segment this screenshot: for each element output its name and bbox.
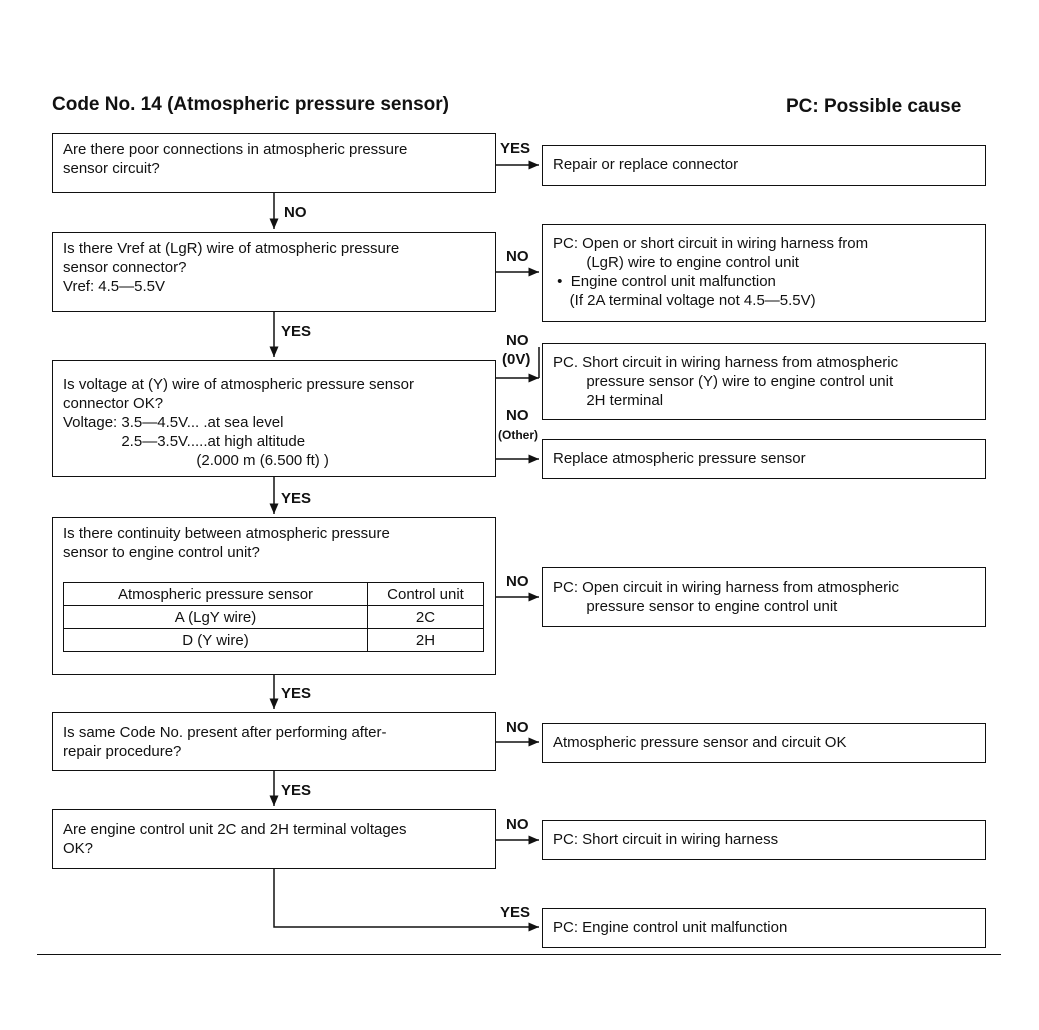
result-2-line: (If 2A terminal voltage not 4.5—5.5V) bbox=[553, 292, 816, 309]
label-other: (Other) bbox=[498, 428, 538, 442]
step-6-line: OK? bbox=[63, 840, 94, 857]
step-2-line: Vref: 4.5—5.5V bbox=[63, 278, 165, 295]
label-yes: YES bbox=[281, 782, 312, 799]
result-2-line: • Engine control unit malfunction bbox=[553, 273, 776, 290]
label-no: NO bbox=[506, 573, 529, 590]
result-5-line: PC: Open circuit in wiring harness from atmospheric bbox=[553, 579, 899, 596]
table-header-cell: Control unit bbox=[368, 583, 484, 606]
table-header-row bbox=[64, 583, 484, 606]
result-3-line: 2H terminal bbox=[553, 392, 664, 409]
table-cell: 2C bbox=[368, 606, 484, 629]
step-6-line: Are engine control unit 2C and 2H terminal voltages bbox=[63, 821, 407, 838]
step-2-line: Is there Vref at (LgR) wire of atmospheric pressure bbox=[63, 240, 400, 257]
result-2-line: (LgR) wire to engine control unit bbox=[553, 254, 799, 271]
result-1-line: Repair or replace connector bbox=[553, 156, 739, 173]
label-no: NO bbox=[506, 816, 529, 833]
label-yes: YES bbox=[500, 140, 531, 157]
step-3-line: connector OK? bbox=[63, 395, 164, 412]
label-yes: YES bbox=[500, 904, 531, 921]
step-1-line: Are there poor connections in atmospheric pressure bbox=[63, 141, 408, 158]
step-1-line: sensor circuit? bbox=[63, 160, 160, 177]
page-title: Code No. 14 (Atmospheric pressure sensor) bbox=[52, 94, 449, 115]
result-4-line: Replace atmospheric pressure sensor bbox=[553, 450, 806, 467]
step-2-box bbox=[52, 232, 496, 312]
result-3-box bbox=[542, 343, 986, 420]
legend-title: PC: Possible cause bbox=[786, 96, 962, 117]
table-cell: 2H bbox=[368, 629, 484, 652]
label-no: NO bbox=[506, 407, 529, 424]
step-3-line: (2.000 m (6.500 ft) ) bbox=[63, 452, 329, 469]
result-2-box bbox=[542, 224, 986, 322]
step-3-box bbox=[52, 360, 496, 477]
table-cell: A (LgY wire) bbox=[64, 606, 368, 629]
result-1-box bbox=[542, 145, 986, 186]
step-5-line: repair procedure? bbox=[63, 743, 182, 760]
result-4-box bbox=[542, 439, 986, 479]
step-1-box bbox=[52, 133, 496, 193]
result-2-line: PC: Open or short circuit in wiring harness from bbox=[553, 235, 869, 252]
step-5-line: Is same Code No. present after performing after- bbox=[63, 724, 387, 741]
step-3-line: Is voltage at (Y) wire of atmospheric pressure sensor bbox=[63, 376, 414, 393]
continuity-table bbox=[63, 582, 484, 652]
label-yes: YES bbox=[281, 323, 312, 340]
step-4-line: sensor to engine control unit? bbox=[63, 544, 260, 561]
result-3-line: pressure sensor (Y) wire to engine control unit bbox=[553, 373, 894, 390]
label-no: NO bbox=[284, 204, 307, 221]
label-yes: YES bbox=[281, 490, 312, 507]
label-yes: YES bbox=[281, 685, 312, 702]
step-2-line: sensor connector? bbox=[63, 259, 187, 276]
result-8-line: PC: Engine control unit malfunction bbox=[553, 919, 788, 936]
label-no: NO bbox=[506, 719, 529, 736]
result-6-line: Atmospheric pressure sensor and circuit OK bbox=[553, 734, 847, 751]
label-no: NO bbox=[506, 248, 529, 265]
table-row bbox=[64, 629, 484, 652]
step-5-box bbox=[52, 712, 496, 771]
step-3-line: 2.5—3.5V.....at high altitude bbox=[63, 433, 306, 450]
result-3-line: PC. Short circuit in wiring harness from atmospheric bbox=[553, 354, 899, 371]
result-8-box bbox=[542, 908, 986, 948]
bottom-rule bbox=[37, 954, 1001, 955]
table-cell: D (Y wire) bbox=[64, 629, 368, 652]
step-3-line: Voltage: 3.5—4.5V... .at sea level bbox=[63, 414, 284, 431]
result-7-box bbox=[542, 820, 986, 860]
label-0v: (0V) bbox=[502, 351, 531, 368]
label-no: NO bbox=[506, 332, 529, 349]
step-4-line: Is there continuity between atmospheric pressure bbox=[63, 525, 390, 542]
result-6-box bbox=[542, 723, 986, 763]
result-5-line: pressure sensor to engine control unit bbox=[553, 598, 838, 615]
result-5-box bbox=[542, 567, 986, 627]
table-row bbox=[64, 606, 484, 629]
step-6-box bbox=[52, 809, 496, 869]
table-header-cell: Atmospheric pressure sensor bbox=[64, 583, 368, 606]
result-7-line: PC: Short circuit in wiring harness bbox=[553, 831, 779, 848]
